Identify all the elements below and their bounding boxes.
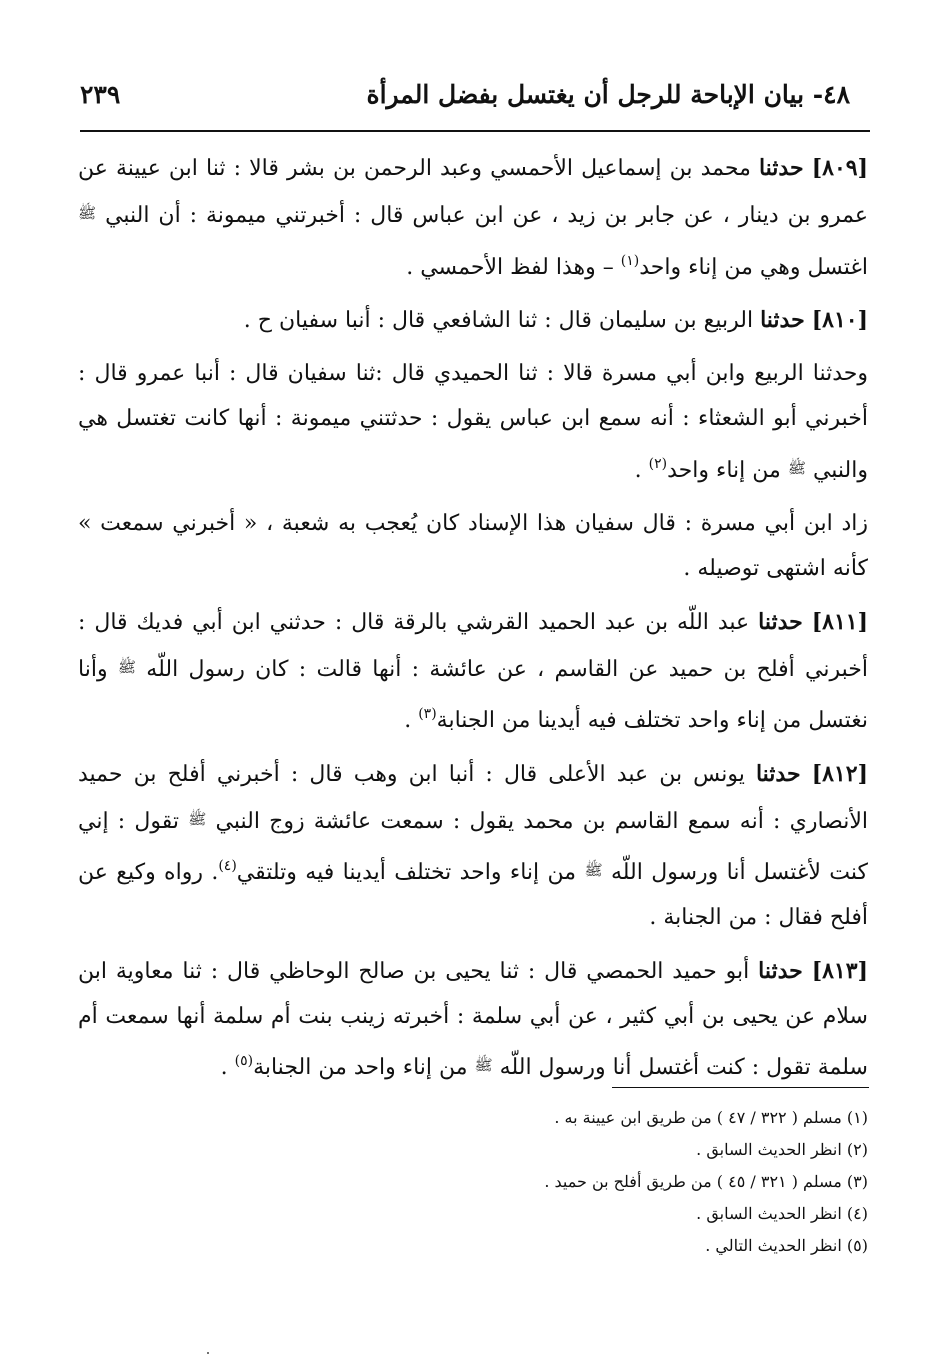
footnote-divider — [612, 1087, 869, 1088]
hadith-811 — [78, 600, 868, 744]
footnote-2: (٢) انظر الحديث السابق . — [696, 1140, 868, 1159]
hadith-text: تقول : إني كنت لأغتسل أنا ورسول اللّه — [78, 808, 868, 886]
salla-symbol: ﷺ — [584, 861, 603, 880]
hadith-text: – وهذا لفظ الأحمسي . — [406, 254, 614, 280]
scan-speck — [207, 1352, 209, 1354]
narration-keyword: حدثنا — [758, 608, 803, 635]
hadith-810-second-chain — [78, 351, 868, 493]
chapter-title: ٤٨- بيان الإباحة للرجل أن يغتسل بفضل المرأة — [366, 80, 850, 109]
hadith-text: الربيع بن سليمان قال : ثنا الشافعي قال : أنبا سفيان ح . — [243, 307, 754, 333]
narration-keyword: حدثنا — [755, 760, 801, 787]
header-divider — [80, 130, 870, 132]
hadith-text: يونس بن عبد الأعلى قال : أنبا ابن وهب قال : أخبرني أفلح بن حميد الأنصاري : أنه سمع القاسم بن محمد يقول : سمعت عائشة زوج النبي — [78, 761, 869, 834]
hadith-text: عبد اللّه بن عبد الحميد القرشي بالرقة قال : حدثني ابن أبي فديك قال : أخبرني أفلح بن حميد عن القاسم ، عن عائشة : أنها قالت : كان رسول اللّه — [78, 609, 869, 682]
hadith-text: من إناء واحد تختلف أيدينا فيه وتلتقي — [236, 860, 577, 886]
hadith-813 — [78, 949, 868, 1091]
footnote-3: (٣) مسلم ( ٣٢١ / ٤٥ ) من طريق أفلح بن حميد . — [544, 1172, 868, 1191]
footnote-5: (٥) انظر الحديث التالي . — [705, 1236, 868, 1255]
page-number: ٢٣٩ — [80, 80, 121, 109]
hadith-text: وأنا نغتسل من إناء واحد تختلف فيه أيدينا من الجنابة — [78, 656, 868, 734]
footnote-ref: (٥) — [234, 1053, 254, 1070]
salla-symbol: ﷺ — [78, 204, 97, 223]
hadith-text: . رواه وكيع عن أفلح فقال : من الجنابة . — [78, 860, 868, 931]
hadith-number: [٨١٢] — [811, 760, 868, 787]
hadith-text: زاد ابن أبي مسرة : قال سفيان هذا الإسناد كان يُعجب به شعبة ، « أخبرني سمعت » كأنه اشتهى توصيله . — [78, 511, 868, 582]
salla-symbol: ﷺ — [474, 1056, 493, 1075]
footnote-1: (١) مسلم ( ٣٢٢ / ٤٧ ) من طريق ابن عيينة به . — [554, 1108, 868, 1127]
narration-keyword: حدثنا — [758, 957, 803, 984]
hadith-text: . — [634, 457, 642, 483]
salla-symbol: ﷺ — [188, 809, 207, 828]
main-text — [78, 146, 868, 1099]
footnote-ref: (٤) — [218, 858, 237, 875]
hadith-number: [٨١٣] — [811, 957, 868, 984]
footnote-4: (٤) انظر الحديث السابق . — [696, 1204, 868, 1223]
narration-keyword: حدثنا — [760, 306, 805, 333]
narration-keyword: حدثنا — [758, 155, 804, 181]
footnotes — [300, 1102, 868, 1262]
hadith-text: اغتسل وهي من إناء واحد — [639, 254, 868, 280]
running-header — [80, 80, 850, 122]
salla-symbol: ﷺ — [117, 657, 136, 676]
footnote-ref: (١) — [620, 252, 640, 269]
hadith-812 — [78, 752, 868, 941]
hadith-text: . — [404, 708, 412, 734]
hadith-809 — [78, 146, 868, 290]
hadith-text: من إناء واحد — [667, 457, 781, 483]
hadith-810-addition — [78, 501, 868, 592]
hadith-text: من إناء واحد من الجنابة — [253, 1055, 468, 1081]
hadith-text: وحدثنا الربيع وابن أبي مسرة قالا : ثنا الحميدي قال :ثنا سفيان قال : أنبا عمرو قال : أخبرني أبو الشعثاء : أنه سمع ابن عباس يقول : حدثتني ميمونة : أنها كانت تغتسل هي والنبي — [78, 361, 868, 483]
hadith-text: محمد بن إسماعيل الأحمسي وعبد الرحمن بن بشر قالا : ثنا ابن عيينة عن عمرو بن دينار ، عن جابر بن زيد ، عن ابن عباس قال : أخبرتني ميمونة : أن النبي — [78, 156, 868, 229]
footnote-ref: (٢) — [648, 455, 668, 472]
hadith-text: أبو حميد الحمصي قال : ثنا يحيى بن صالح الوحاظي قال : ثنا معاوية ابن سلام عن يحيى بن أبي كثير ، عن أبي سلمة : أخبرته زينب بنت أم سلمة أنها سمعت أم سلمة تقول : كنت أغتسل أنا ورسول اللّه — [78, 958, 868, 1081]
hadith-number: [٨١٠] — [811, 306, 868, 333]
hadith-number: [٨١١] — [811, 608, 868, 635]
hadith-number: [٨٠٩] — [811, 155, 868, 181]
salla-symbol: ﷺ — [787, 458, 806, 477]
hadith-text: . — [220, 1055, 228, 1081]
hadith-810 — [78, 298, 868, 343]
footnote-ref: (٣) — [418, 706, 437, 723]
